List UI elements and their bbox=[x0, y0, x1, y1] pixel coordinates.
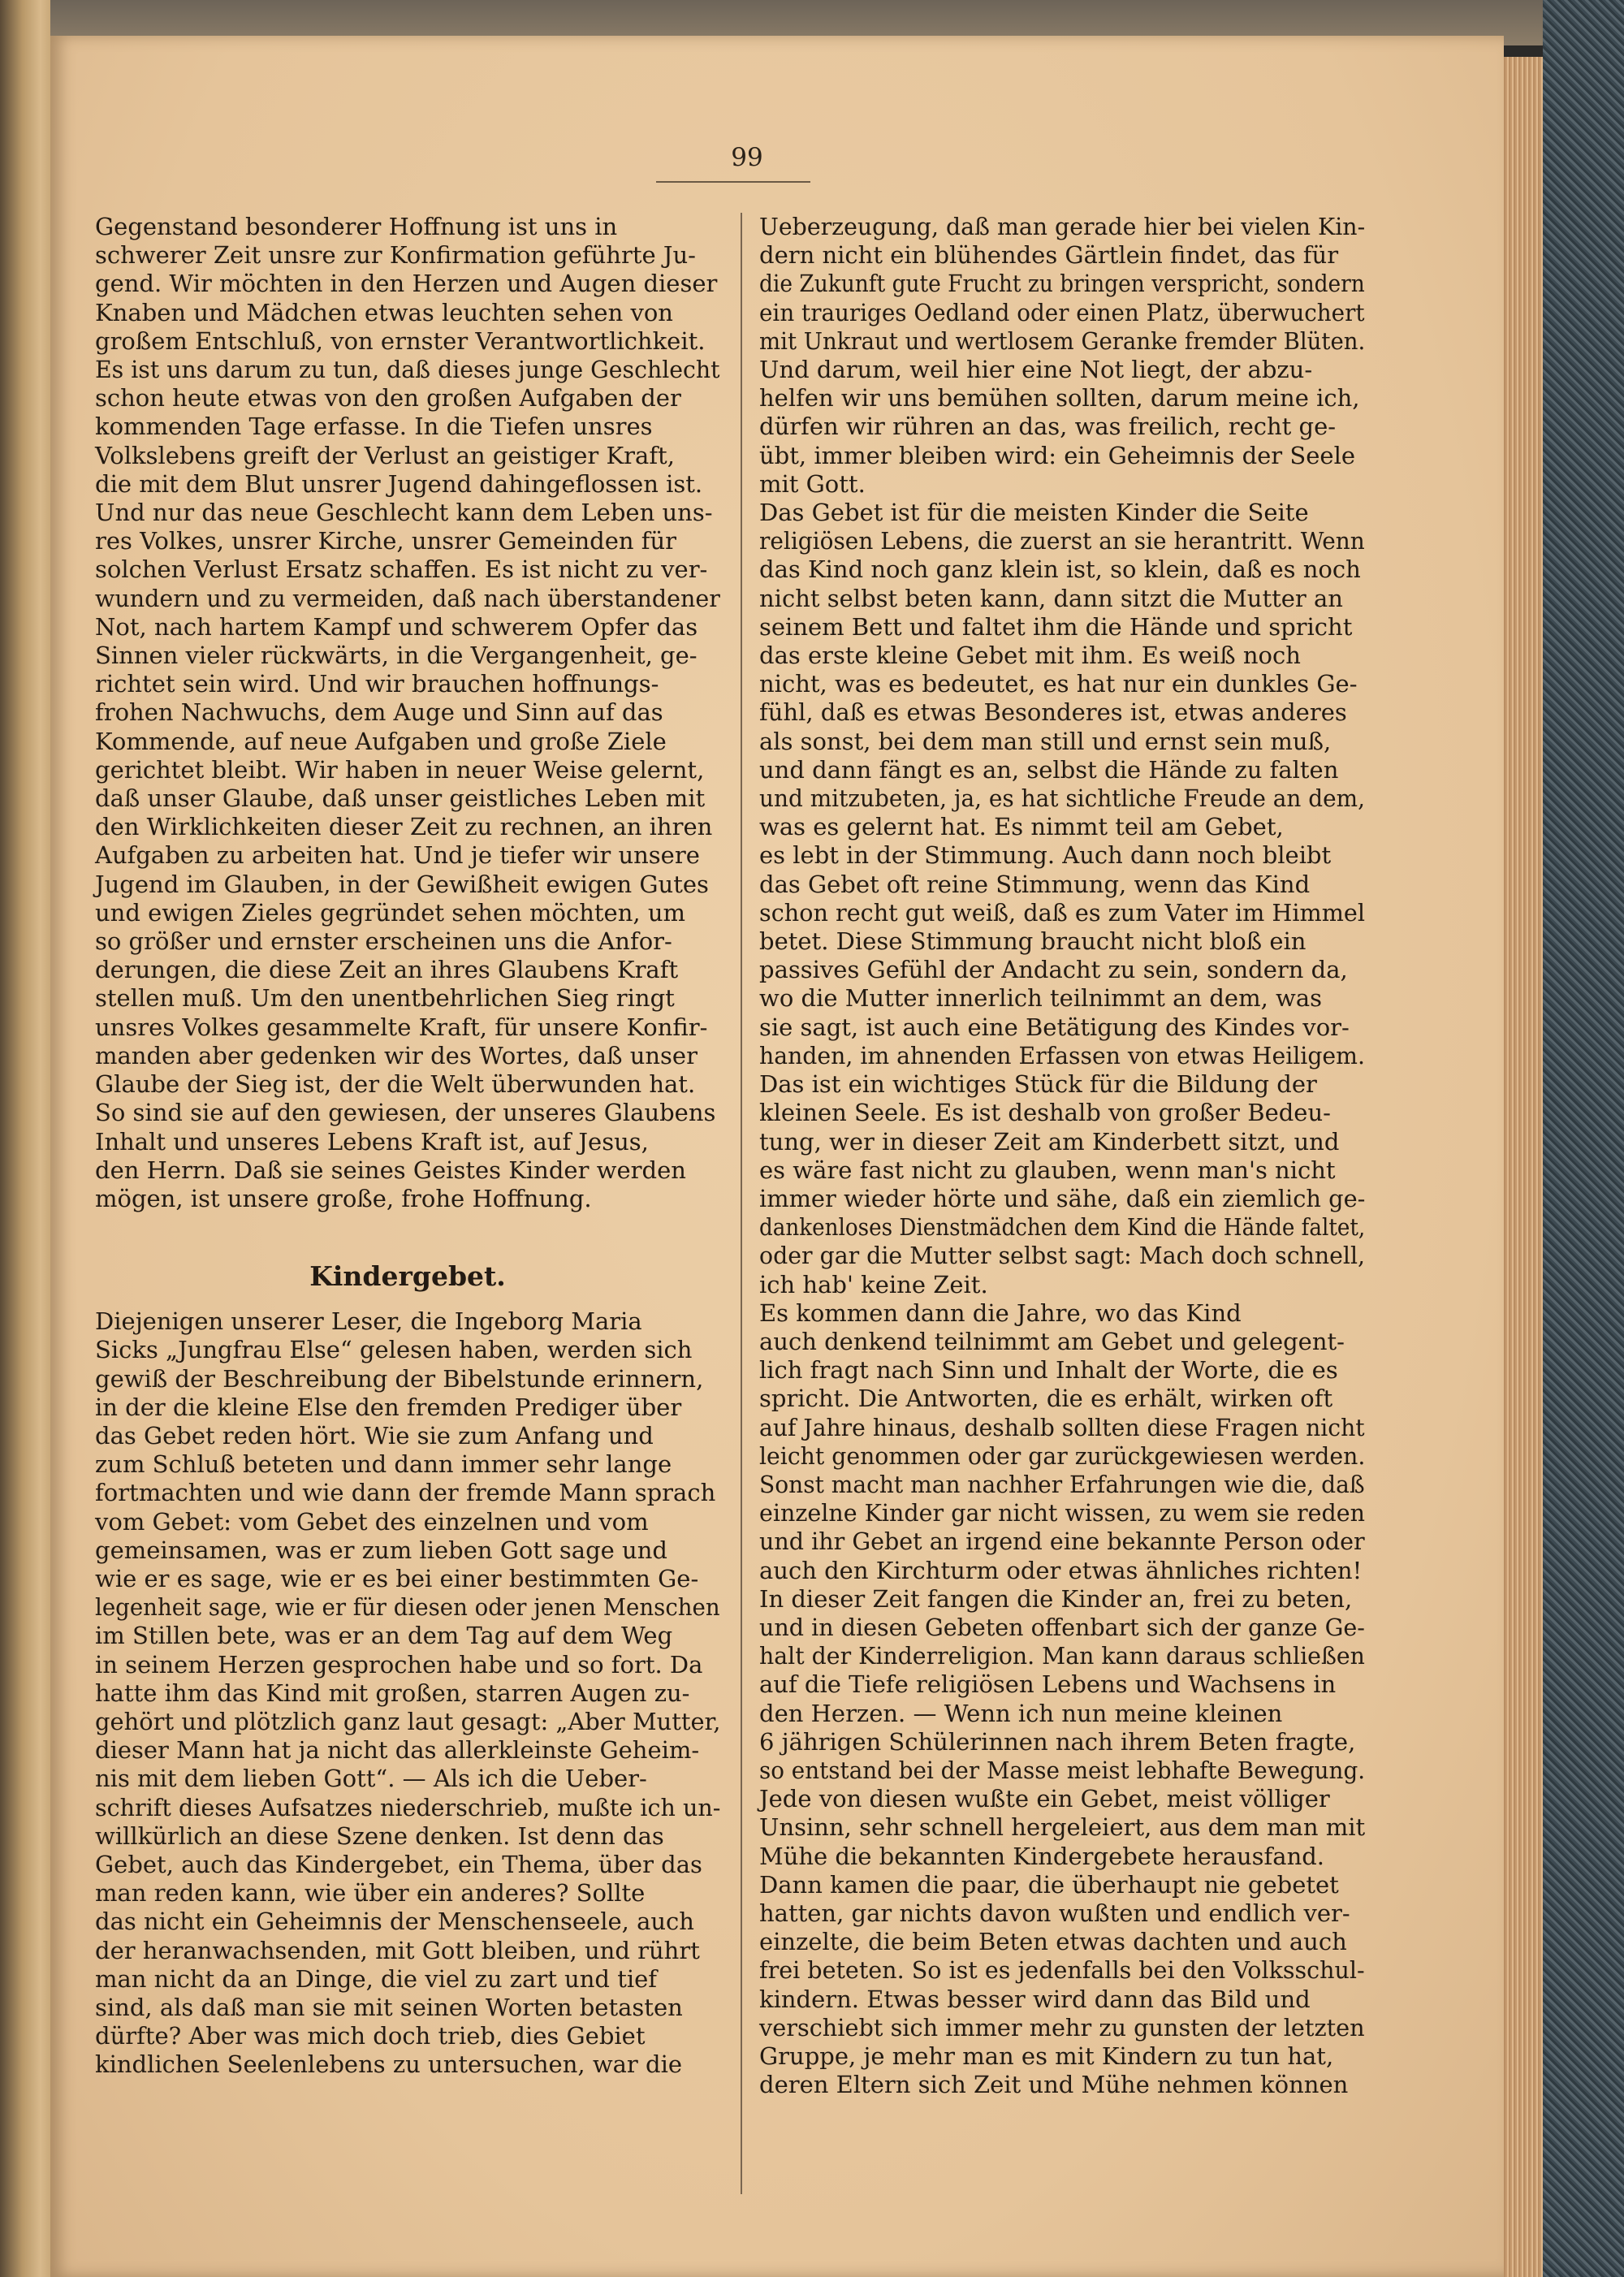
text-line: den Wirklichkeiten dieser Zeit zu rechnen, an ihren bbox=[95, 813, 713, 841]
text-line: in der die kleine Else den fremden Prediger über bbox=[95, 1393, 682, 1421]
text-line: es wäre fast nicht zu glauben, wenn man's nicht bbox=[759, 1156, 1336, 1184]
text-line: Das Gebet ist für die meisten Kinder die Seite bbox=[759, 499, 1309, 527]
text-line: wundern und zu vermeiden, daß nach überstandener bbox=[95, 584, 720, 612]
text-line: dürfen wir rühren an das, was freilich, recht ge- bbox=[759, 413, 1337, 441]
text-line: Das ist ein wichtiges Stück für die Bildung der bbox=[759, 1070, 1317, 1099]
text-line: Aufgaben zu arbeiten hat. Und je tiefer wir unsere bbox=[95, 841, 700, 870]
text-line: res Volkes, unsrer Kirche, unsrer Gemeinden für bbox=[95, 527, 677, 555]
text-line: religiösen Lebens, die zuerst an sie herantritt. Wenn bbox=[759, 527, 1365, 555]
text-line: leicht genommen oder gar zurückgewiesen werden. bbox=[759, 1441, 1366, 1470]
text-line: großem Entschluß, von ernster Verantwortlichkeit. bbox=[95, 326, 706, 355]
text-line: Not, nach hartem Kampf und schwerem Opfer das bbox=[95, 612, 698, 641]
left-paragraph-2 bbox=[95, 1307, 720, 2079]
text-line: gend. Wir möchten in den Herzen und Augen dieser bbox=[95, 270, 718, 298]
text-line: auch denkend teilnimmt am Gebet und gelegent- bbox=[759, 1327, 1345, 1355]
text-line: kleinen Seele. Es ist deshalb von großer Bedeu- bbox=[759, 1099, 1331, 1127]
book-cover-board bbox=[1543, 0, 1624, 2277]
right-paragraph-1 bbox=[759, 213, 1365, 499]
right-paragraph-2 bbox=[759, 499, 1365, 1299]
text-line: fortmachten und wie dann der fremde Mann sprach bbox=[95, 1479, 716, 1507]
text-line: übt, immer bleiben wird: ein Geheimnis der Seele bbox=[759, 441, 1356, 469]
text-line: Sonst macht man nachher Erfahrungen wie die, daß bbox=[759, 1470, 1365, 1498]
text-line: so größer und ernster erscheinen uns die Anfor- bbox=[95, 927, 672, 956]
text-line: das Gebet reden hört. Wie sie zum Anfang und bbox=[95, 1421, 654, 1450]
left-column bbox=[95, 213, 720, 2080]
text-line: seinem Bett und faltet ihm die Hände und spricht bbox=[759, 612, 1353, 641]
text-line: willkürlich an diese Szene denken. Ist denn das bbox=[95, 1821, 664, 1850]
text-line: mit Gott. bbox=[759, 469, 866, 498]
text-line: halt der Kinderreligion. Man kann daraus schließen bbox=[759, 1642, 1365, 1670]
text-line: dürfte? Aber was mich doch trieb, dies Gebiet bbox=[95, 2022, 646, 2050]
text-line: sind, als daß man sie mit seinen Worten betasten bbox=[95, 1993, 683, 2021]
text-line: Dann kamen die paar, die überhaupt nie gebetet bbox=[759, 1870, 1339, 1899]
text-line: im Stillen bete, was er an dem Tag auf dem Weg bbox=[95, 1622, 673, 1650]
text-line: gehört und plötzlich ganz laut gesagt: „Aber Mutter, bbox=[95, 1707, 721, 1735]
text-line: ein trauriges Oedland oder einen Platz, überwuchert bbox=[759, 298, 1365, 326]
text-line: gewiß der Beschreibung der Bibelstunde erinnern, bbox=[95, 1364, 704, 1393]
adjacent-page-edge bbox=[0, 0, 50, 2277]
text-line: auch den Kirchturm oder etwas ähnliches richten! bbox=[759, 1556, 1363, 1584]
text-line: nicht, was es bedeutet, es hat nur ein dunkles Ge- bbox=[759, 670, 1358, 698]
text-line: kommenden Tage erfasse. In die Tiefen unsres bbox=[95, 413, 653, 441]
text-line: Ueberzeugung, daß man gerade hier bei vielen Kin- bbox=[759, 213, 1366, 240]
text-line: dern nicht ein blühendes Gärtlein findet, das für bbox=[759, 241, 1339, 270]
text-line: verschiebt sich immer mehr zu gunsten der letzten bbox=[759, 2013, 1365, 2042]
text-line: richtet sein wird. Und wir brauchen hoffnungs- bbox=[95, 670, 659, 698]
text-line: stellen muß. Um den unentbehrlichen Sieg ringt bbox=[95, 984, 675, 1013]
text-line: und dann fängt es an, selbst die Hände zu falten bbox=[759, 755, 1339, 784]
text-line: derungen, die diese Zeit an ihres Glaubens Kraft bbox=[95, 956, 679, 984]
right-paragraph-3 bbox=[759, 1299, 1365, 2100]
text-line: mögen, ist unsere große, frohe Hoffnung. bbox=[95, 1184, 592, 1212]
text-line: passives Gefühl der Andacht zu sein, sondern da, bbox=[759, 956, 1348, 984]
text-line: Kommende, auf neue Aufgaben und große Ziele bbox=[95, 727, 667, 755]
text-line: Jugend im Glauben, in der Gewißheit ewigen Gutes bbox=[95, 870, 709, 898]
text-line: den Herzen. — Wenn ich nun meine kleinen bbox=[759, 1699, 1283, 1727]
text-line: Inhalt und unseres Lebens Kraft ist, auf Jesus, bbox=[95, 1127, 649, 1156]
text-line: ich hab' keine Zeit. bbox=[759, 1270, 988, 1298]
text-line: es lebt in der Stimmung. Auch dann noch bleibt bbox=[759, 841, 1332, 870]
text-line: man reden kann, wie über ein anderes? Sollte bbox=[95, 1879, 646, 1908]
text-line: der heranwachsenden, mit Gott bleiben, und rührt bbox=[95, 1936, 700, 1964]
text-line: Es ist uns darum zu tun, daß dieses junge Geschlecht bbox=[95, 356, 720, 384]
text-line: Gegenstand besonderer Hoffnung ist uns in bbox=[95, 213, 618, 240]
text-line: 6 jährigen Schülerinnen nach ihrem Beten fragte, bbox=[759, 1727, 1356, 1756]
text-line: vom Gebet: vom Gebet des einzelnen und vom bbox=[95, 1507, 649, 1536]
text-line: und ihr Gebet an irgend eine bekannte Person oder bbox=[759, 1527, 1365, 1556]
column-divider bbox=[741, 213, 742, 2194]
text-line: was es gelernt hat. Es nimmt teil am Gebet, bbox=[759, 813, 1284, 841]
text-line: nicht selbst beten kann, dann sitzt die Mutter an bbox=[759, 584, 1343, 612]
text-line: man nicht da an Dinge, die viel zu zart und tief bbox=[95, 1964, 658, 1993]
text-line: Und nur das neue Geschlecht kann dem Leben uns- bbox=[95, 499, 713, 527]
text-line: immer wieder hörte und sähe, daß ein ziemlich ge- bbox=[759, 1184, 1366, 1212]
text-line: lich fragt nach Sinn und Inhalt der Worte, die es bbox=[759, 1356, 1338, 1385]
text-line: wie er es sage, wie er es bei einer bestimmten Ge- bbox=[95, 1564, 699, 1592]
text-line: und mitzubeten, ja, es hat sichtliche Freude an dem, bbox=[759, 784, 1365, 813]
text-line: legenheit sage, wie er für diesen oder jenen Menschen bbox=[95, 1593, 720, 1622]
text-line: sie sagt, ist auch eine Betätigung des Kindes vor- bbox=[759, 1013, 1350, 1041]
text-line: den Herrn. Daß sie seines Geistes Kinder werden bbox=[95, 1156, 686, 1184]
text-line: schon recht gut weiß, daß es zum Vater im Himmel bbox=[759, 898, 1366, 927]
text-line: gemeinsamen, was er zum lieben Gott sage und bbox=[95, 1536, 667, 1564]
text-line: Gruppe, je mehr man es mit Kindern zu tun hat, bbox=[759, 2042, 1334, 2070]
text-line: Gebet, auch das Kindergebet, ein Thema, über das bbox=[95, 1850, 702, 1878]
text-line: Diejenigen unserer Leser, die Ingeborg Maria bbox=[95, 1307, 642, 1336]
text-line: auf Jahre hinaus, deshalb sollten diese Fragen nicht bbox=[759, 1413, 1365, 1441]
text-line: frei beteten. So ist es jedenfalls bei den Volksschul- bbox=[759, 1956, 1365, 1985]
text-line: kindern. Etwas besser wird dann das Bild und bbox=[759, 1985, 1311, 2013]
text-line: Mühe die bekannten Kindergebete herausfand. bbox=[759, 1842, 1325, 1870]
text-line: Und darum, weil hier eine Not liegt, der abzu- bbox=[759, 356, 1313, 384]
text-line: die Zukunft gute Frucht zu bringen verspricht, sondern bbox=[759, 270, 1365, 298]
page-number-rule bbox=[656, 181, 810, 183]
text-line: helfen wir uns bemühen sollten, darum meine ich, bbox=[759, 384, 1360, 413]
text-line: als sonst, bei dem man still und ernst sein muß, bbox=[759, 727, 1332, 755]
text-line: auf die Tiefe religiösen Lebens und Wachsens in bbox=[759, 1670, 1337, 1699]
text-line: kindlichen Seelenlebens zu untersuchen, war die bbox=[95, 2050, 683, 2079]
text-line: daß unser Glaube, daß unser geistliches Leben mit bbox=[95, 784, 706, 813]
text-line: wo die Mutter innerlich teilnimmt an dem, was bbox=[759, 984, 1323, 1013]
text-line: Knaben und Mädchen etwas leuchten sehen von bbox=[95, 298, 673, 326]
text-line: tung, wer in dieser Zeit am Kinderbett sitzt, und bbox=[759, 1127, 1340, 1156]
text-line: zum Schluß beteten und dann immer sehr lange bbox=[95, 1450, 672, 1479]
page-number: 99 bbox=[731, 143, 763, 172]
text-line: hatten, gar nichts davon wußten und endlich ver- bbox=[759, 1899, 1350, 1927]
text-line: dankenloses Dienstmädchen dem Kind die Hände faltet, bbox=[759, 1213, 1366, 1242]
text-line: Es kommen dann die Jahre, wo das Kind bbox=[759, 1298, 1242, 1327]
text-line: deren Eltern sich Zeit und Mühe nehmen können bbox=[759, 2071, 1349, 2099]
text-line: oder gar die Mutter selbst sagt: Mach doch schnell, bbox=[759, 1242, 1366, 1270]
text-line: und ewigen Zieles gegründet sehen möchten, um bbox=[95, 898, 686, 927]
text-line: Glaube der Sieg ist, der die Welt überwunden hat. bbox=[95, 1070, 696, 1099]
text-line: Volkslebens greift der Verlust an geistiger Kraft, bbox=[95, 441, 675, 469]
text-line: Sicks „Jungfrau Else“ gelesen haben, werden sich bbox=[95, 1336, 693, 1364]
text-line: solchen Verlust Ersatz schaffen. Es ist nicht zu ver- bbox=[95, 555, 708, 584]
text-line: schwerer Zeit unsre zur Konfirmation geführte Ju- bbox=[95, 241, 696, 270]
text-line: handen, im ahnenden Erfassen von etwas Heiligem. bbox=[759, 1041, 1365, 1069]
text-line: dieser Mann hat ja nicht das allerkleinste Geheim- bbox=[95, 1736, 700, 1765]
text-line: So sind sie auf den gewiesen, der unseres Glaubens bbox=[95, 1099, 716, 1127]
article-heading: Kindergebet. bbox=[309, 1260, 506, 1293]
text-line: in seinem Herzen gesprochen habe und so fort. Da bbox=[95, 1650, 703, 1679]
left-paragraph-1 bbox=[95, 213, 720, 1213]
text-line: Jede von diesen wußte ein Gebet, meist völliger bbox=[759, 1785, 1330, 1813]
text-line: frohen Nachwuchs, dem Auge und Sinn auf das bbox=[95, 698, 663, 727]
text-line: fühl, daß es etwas Besonderes ist, etwas anderes bbox=[759, 698, 1347, 727]
text-line: die mit dem Blut unsrer Jugend dahingeflossen ist. bbox=[95, 469, 703, 498]
text-line: das Kind noch ganz klein ist, so klein, daß es noch bbox=[759, 555, 1361, 584]
text-line: einzelne Kinder gar nicht wissen, zu wem sie reden bbox=[759, 1499, 1366, 1527]
text-line: das Gebet oft reine Stimmung, wenn das Kind bbox=[759, 870, 1311, 898]
text-line: schon heute etwas von den großen Aufgaben der bbox=[95, 384, 681, 413]
text-line: spricht. Die Antworten, die es erhält, wirken oft bbox=[759, 1385, 1333, 1413]
text-line: In dieser Zeit fangen die Kinder an, frei zu beten, bbox=[759, 1584, 1353, 1613]
text-line: Unsinn, sehr schnell hergeleiert, aus dem man mit bbox=[759, 1813, 1366, 1842]
text-line: betet. Diese Stimmung braucht nicht bloß ein bbox=[759, 927, 1307, 956]
text-line: Sinnen vieler rückwärts, in die Vergangenheit, ge- bbox=[95, 642, 698, 670]
text-line: einzelte, die beim Beten etwas dachten und auch bbox=[759, 1928, 1347, 1956]
text-line: schrift dieses Aufsatzes niederschrieb, mußte ich un- bbox=[95, 1793, 721, 1821]
text-line: und in diesen Gebeten offenbart sich der ganze Ge- bbox=[759, 1613, 1365, 1641]
text-line: das erste kleine Gebet mit ihm. Es weiß noch bbox=[759, 642, 1301, 670]
text-line: gerichtet bleibt. Wir haben in neuer Weise gelernt, bbox=[95, 755, 705, 784]
text-line: das nicht ein Geheimnis der Menschenseele, auch bbox=[95, 1908, 694, 1936]
text-line: so entstand bei der Masse meist lebhafte Bewegung. bbox=[759, 1756, 1366, 1784]
text-line: mit Unkraut und wertlosem Geranke fremder Blüten. bbox=[759, 326, 1366, 355]
text-line: unsres Volkes gesammelte Kraft, für unsere Konfir- bbox=[95, 1013, 708, 1041]
text-line: hatte ihm das Kind mit großen, starren Augen zu- bbox=[95, 1679, 690, 1707]
text-line: nis mit dem lieben Gott“. — Als ich die Ueber- bbox=[95, 1765, 647, 1793]
right-column bbox=[759, 213, 1365, 2099]
text-line: manden aber gedenken wir des Wortes, daß unser bbox=[95, 1041, 698, 1069]
